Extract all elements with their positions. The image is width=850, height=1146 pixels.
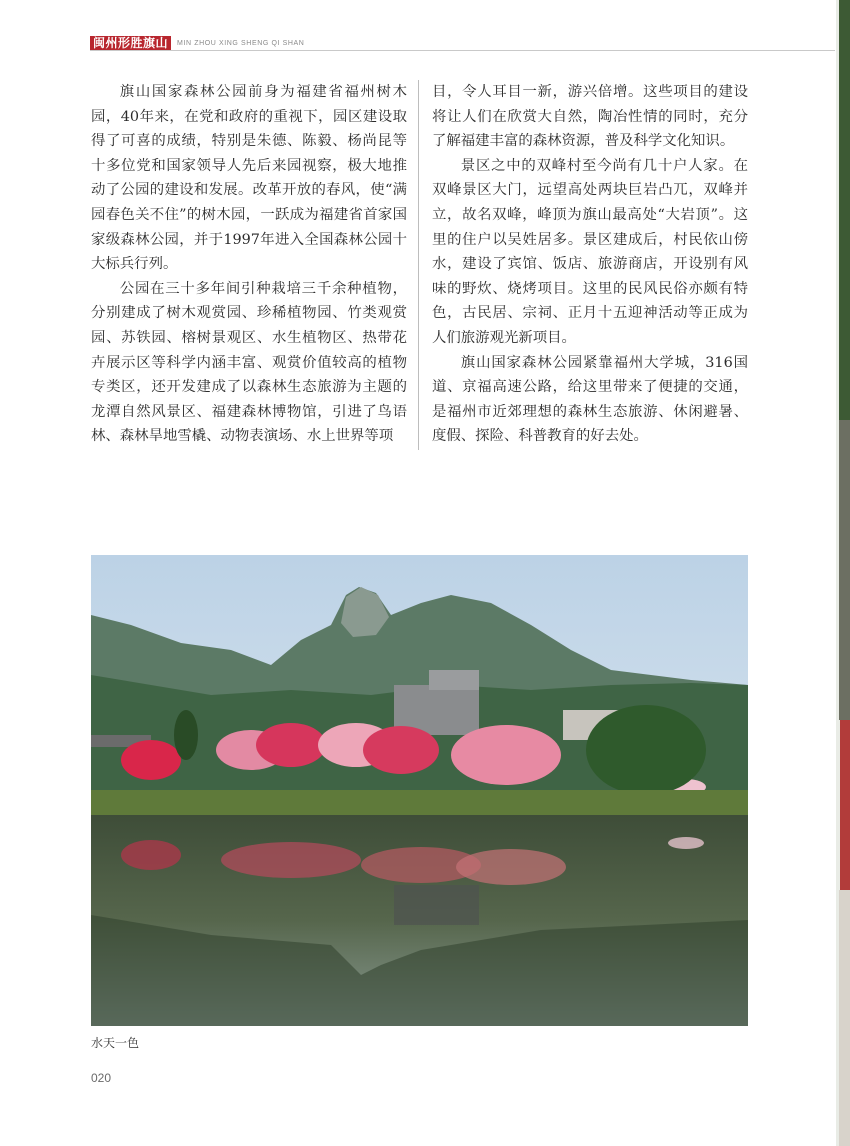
header-rule (90, 50, 835, 51)
column-divider (418, 80, 419, 450)
landscape-photo (91, 555, 748, 1026)
paragraph: 景区之中的双峰村至今尚有几十户人家。在双峰景区大门，远望高处两块巨岩凸兀，双峰并立，故名双峰，峰顶为旗山最高处“大岩顶”。这里的住户以吴姓居多。景区建成后，村民依山傍水，建设了宾馆、饭店、旅游商店，开设别有风味的野炊、烧烤项目。这里的民风民俗亦颇有特色，古民居、宗祠、正月十五迎神活动等正成为人们旅游观光新项目。 (432, 157, 748, 346)
section-title: 闽州形胜旗山 (90, 36, 171, 50)
photo-caption: 水天一色 (91, 1036, 140, 1050)
paragraph: 公园在三十多年间引种栽培三千余种植物，分别建成了树木观赏园、珍稀植物园、竹类观赏园、苏铁园、榕树景观区、水生植物区、热带花卉展示区等科学内涵丰富、观赏价值较高的植物专类区，还开发建成了以森林生态旅游为主题的龙潭自然风景区、福建森林博物馆，引进了鸟语林、森林旱地雪橇、动物表演场、水上世界等项 (91, 280, 407, 445)
page-edge-strip (836, 0, 850, 1146)
article-right-column (432, 80, 748, 449)
page-number: 020 (91, 1071, 112, 1085)
paragraph: 旗山国家森林公园前身为福建省福州树木园，40年来，在党和政府的重视下，园区建设取得了可喜的成绩，特别是朱德、陈毅、杨尚昆等十多位党和国家领导人先后来园视察，极大地推动了公园的建设和发展。改革开放的春风，使“满园春色关不住”的树木园，一跃成为福建省首家国家级森林公园，并于1997年进入全国森林公园十大标兵行列。 (91, 84, 407, 273)
paragraph: 旗山国家森林公园紧靠福州大学城，316国道、京福高速公路，给这里带来了便捷的交通，是福州市近郊理想的森林生态旅游、休闲避暑、度假、探险、科普教育的好去处。 (432, 354, 748, 445)
paragraph-continuation: 目，令人耳目一新，游兴倍增。这些项目的建设将让人们在欣赏大自然，陶冶性情的同时，充分了解福建丰富的森林资源，普及科学文化知识。 (432, 84, 748, 150)
article-left-column (91, 80, 407, 449)
section-pinyin: MIN ZHOU XING SHENG QI SHAN (177, 39, 305, 47)
section-header (90, 36, 304, 50)
